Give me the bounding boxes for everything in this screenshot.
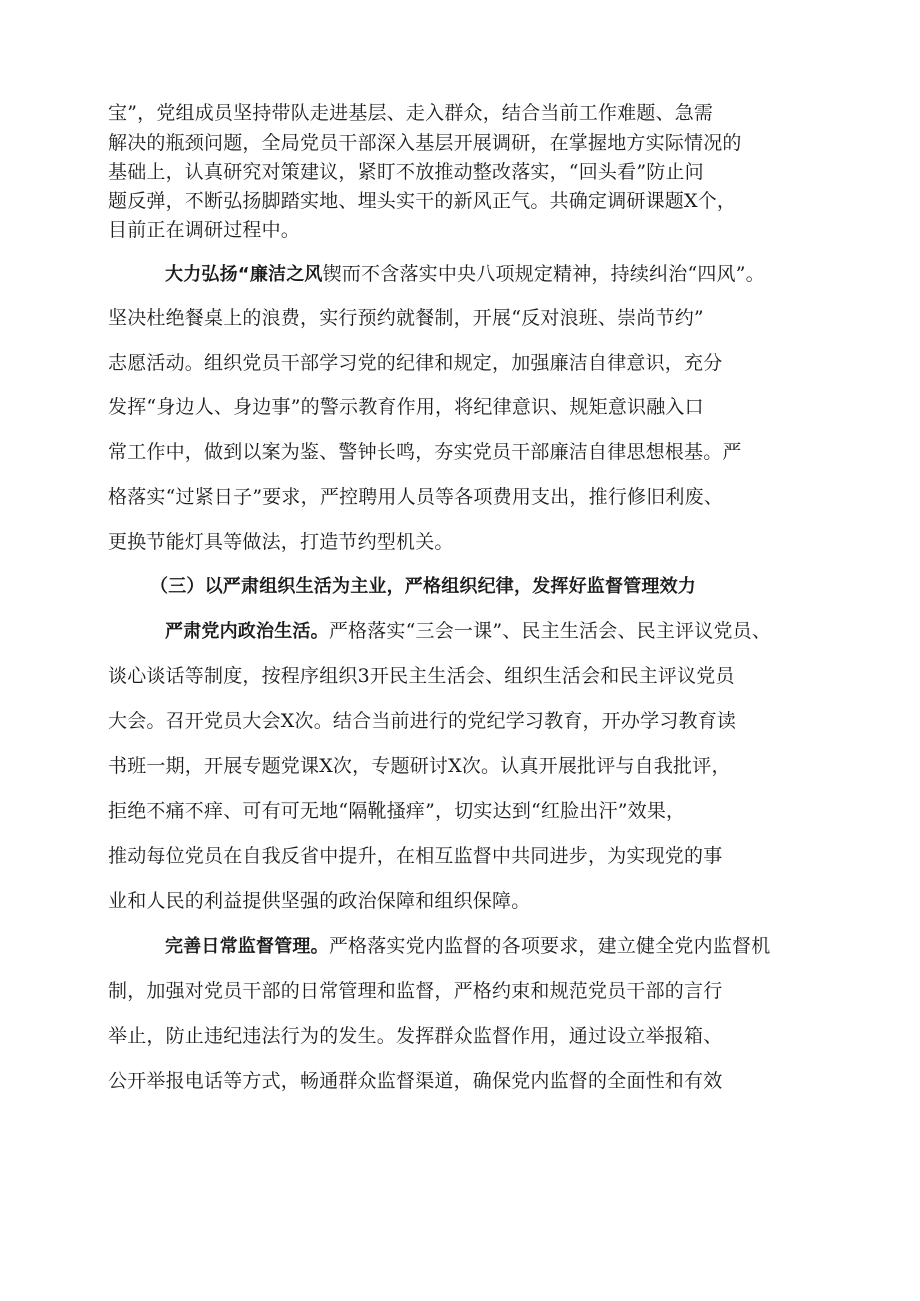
paragraph-lead-rest: 锲而不含落实中央八项规定精神，持续纠治“四风”。: [322, 263, 765, 285]
paragraph-line: 志愿活动。组织党员干部学习党的纪律和规定，加强廉洁自律意识，充分: [108, 352, 723, 374]
paragraph-line: 基础上，认真研究对策建议，紧盯不放推动整改落实，“回头看”防止问: [108, 161, 704, 183]
paragraph-line: 业和人民的利益提供坚强的政治保障和组织保障。: [108, 890, 531, 912]
paragraph-line: 书班一期，开展专题党课X次，专题研讨X次。认真开展批评与自我批评，: [108, 755, 731, 777]
paragraph-line: 发挥“身边人、身边事”的警示教育作用，将纪律意识、规矩意识融入口: [108, 396, 704, 418]
paragraph-line: 目前正在调研过程中。: [108, 219, 301, 241]
paragraph-line: 常工作中，做到以案为鉴、警钟长鸣，夯实党员干部廉洁自律思想根基。严: [108, 441, 742, 463]
paragraph-line: 公开举报电话等方式，畅通群众监督渠道，确保党内监督的全面性和有效: [108, 1070, 723, 1092]
paragraph-lead: 大力弘扬“廉洁之风: [165, 264, 323, 285]
paragraph-line: 举止，防止违纪违法行为的发生。发挥群众监督作用，通过设立举报箱、: [108, 1025, 723, 1047]
paragraph-line: 格落实“过紧日子”要求，严控聘用人员等各项费用支出，推行修旧利废、: [108, 486, 724, 508]
paragraph-first-line: [165, 616, 771, 643]
paragraph-lead: 严肃党内政治生活。: [165, 621, 329, 642]
paragraph-lead: 完善日常监督管理。: [165, 936, 329, 957]
paragraph-lead-rest: 严格落实党内监督的各项要求，建立健全党内监督机: [328, 935, 771, 957]
paragraph-lead-rest: 严格落实“三会一课”、民主生活会、民主评议党员、: [328, 620, 772, 642]
paragraph-line: 拒绝不痛不痒、可有可无地“隔靴搔痒”，切实达到“红脸出汗”效果，: [108, 800, 686, 822]
paragraph-line: 谈心谈话等制度，按程序组织3开民主生活会、组织生活会和民主评议党员: [108, 665, 735, 687]
paragraph-line: 宝”，党组成员坚持带队走进基层、走入群众，结合当前工作难题、急需: [108, 102, 714, 124]
paragraph-first-line: [165, 259, 765, 286]
paragraph-line: 坚决杜绝餐桌上的浪费，实行预约就餐制，开展“反对浪班、崇尚节约”: [108, 307, 704, 329]
paragraph-line: 解决的瓶颈问题，全局党员干部深入基层开展调研，在掌握地方实际情况的: [108, 132, 742, 154]
paragraph-line: 更换节能灯具等做法，打造节约型机关。: [108, 531, 454, 553]
paragraph-first-line: [165, 931, 770, 958]
paragraph-line: 制，加强对党员干部的日常管理和监督，严格约束和规范党员干部的言行: [108, 980, 723, 1002]
paragraph-line: 推动每位党员在自我反省中提升，在相互监督中共同进步，为实现党的事: [108, 845, 723, 867]
paragraph-line: 大会。召开党员大会X次。结合当前进行的党纪学习教育，开办学习教育读: [108, 710, 737, 732]
section-heading: （三）以严肃组织生活为主业，严格组织纪律，发挥好监督管理效力: [150, 576, 696, 597]
paragraph-line: 题反弹，不断弘扬脚踏实地、埋头实干的新风正气。共确定调研课题X个，: [108, 190, 737, 212]
